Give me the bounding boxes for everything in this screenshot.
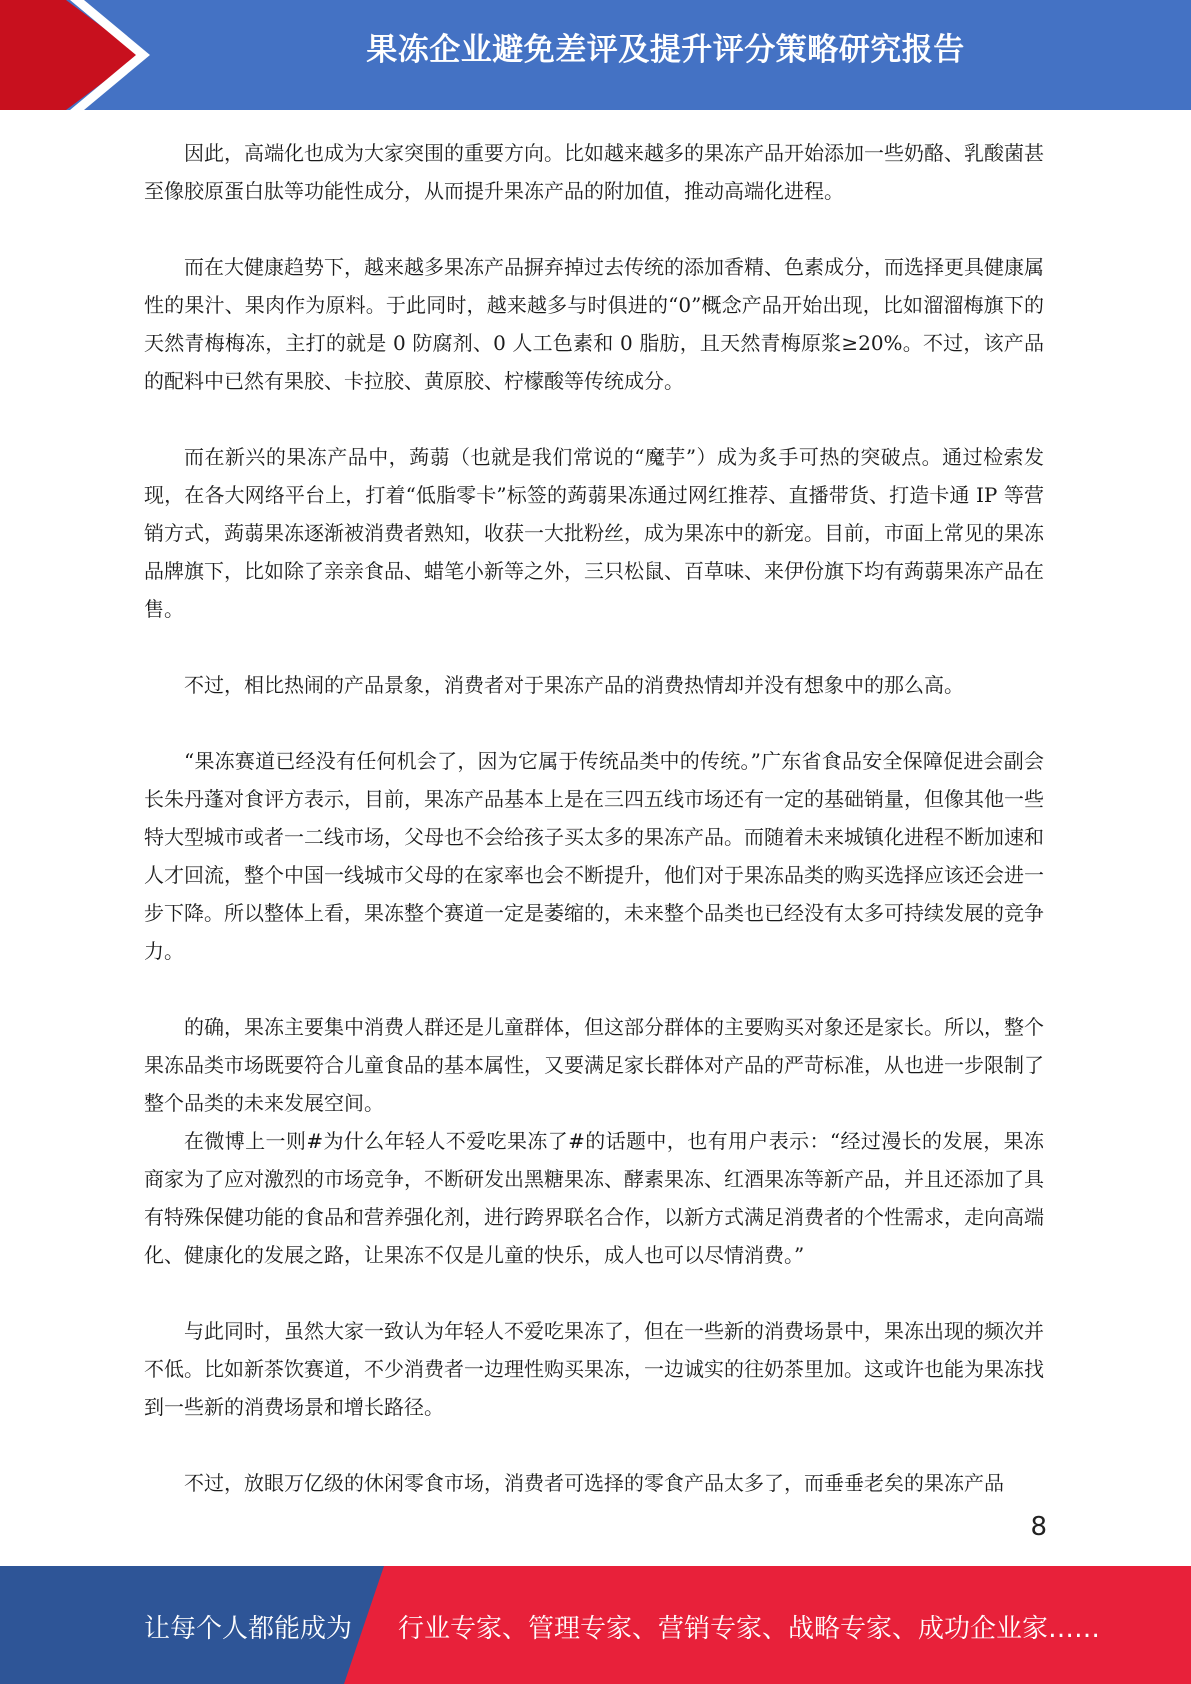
article-body — [144, 134, 1044, 1502]
header-arrow-decoration — [0, 0, 160, 110]
paragraph-6: 的确，果冻主要集中消费人群还是儿童群体，但这部分群体的主要购买对象还是家长。所以，整个果冻品类市场既要符合儿童食品的基本属性，又要满足家长群体对产品的严苛标准，从也进一步限制了整个品类的未来发展空间。 — [144, 1015, 1044, 1115]
paragraph-7: 在微博上一则#为什么年轻人不爱吃果冻了#的话题中，也有用户表示：“经过漫长的发展，果冻商家为了应对激烈的市场竞争，不断研发出黑糖果冻、酵素果冻、红酒果冻等新产品，并且还添加了具有特殊保健功能的食品和营养强化剂，进行跨界联名合作，以新方式满足消费者的个性需求，走向高端化、健康化的发展之路，让果冻不仅是儿童的快乐，成人也可以尽情消费。” — [144, 1129, 1044, 1267]
paragraph-3: 而在新兴的果冻产品中，蒟蒻（也就是我们常说的“魔芋”）成为炙手可热的突破点。通过检索发现，在各大网络平台上，打着“低脂零卡”标签的蒟蒻果冻通过网红推荐、直播带货、打造卡通 IP 等营销方式，蒟蒻果冻逐渐被消费者熟知，收获一大批粉丝，成为果冻中的新宠。目前，市面上常见的果冻品牌旗下，比如除了亲亲食品、蜡笔小新等之外，三只松鼠、百草味、来伊份旗下均有蒟蒻果冻产品在售。 — [144, 445, 1044, 621]
footer-slogan-left: 让每个人都能成为 — [144, 1614, 353, 1644]
page-number: 8 — [1030, 1512, 1047, 1542]
footer-slogan-right: 行业专家、管理专家、营销专家、战略专家、成功企业家…… — [398, 1614, 1101, 1644]
paragraph-8: 与此同时，虽然大家一致认为年轻人不爱吃果冻了，但在一些新的消费场景中，果冻出现的频次并不低。比如新茶饮赛道，不少消费者一边理性购买果冻，一边诚实的往奶茶里加。这或许也能为果冻找到一些新的消费场景和增长路径。 — [144, 1319, 1044, 1419]
paragraph-4: 不过，相比热闹的产品景象，消费者对于果冻产品的消费热情却并没有想象中的那么高。 — [184, 673, 964, 697]
report-title: 果冻企业避免差评及提升评分策略研究报告 — [366, 32, 965, 68]
page-header — [0, 0, 1191, 110]
paragraph-1: 因此，高端化也成为大家突围的重要方向。比如越来越多的果冻产品开始添加一些奶酪、乳酸菌甚至像胶原蛋白肽等功能性成分，从而提升果冻产品的附加值，推动高端化进程。 — [144, 141, 1044, 203]
paragraph-5: “果冻赛道已经没有任何机会了，因为它属于传统品类中的传统。”广东省食品安全保障促进会副会长朱丹蓬对食评方表示，目前，果冻产品基本上是在三四五线市场还有一定的基础销量，但像其他一些特大型城市或者一二线市场，父母也不会给孩子买太多的果冻产品。而随着未来城镇化进程不断加速和人才回流，整个中国一线城市父母的在家率也会不断提升，他们对于果冻品类的购买选择应该还会进一步下降。所以整体上看，果冻整个赛道一定是萎缩的，未来整个品类也已经没有太多可持续发展的竞争力。 — [144, 749, 1044, 963]
paragraph-9: 不过，放眼万亿级的休闲零食市场，消费者可选择的零食产品太多了，而垂垂老矣的果冻产品 — [184, 1471, 1004, 1495]
page-footer — [0, 1566, 1191, 1684]
paragraph-2: 而在大健康趋势下，越来越多果冻产品摒弃掉过去传统的添加香精、色素成分，而选择更具健康属性的果汁、果肉作为原料。于此同时，越来越多与时俱进的“0”概念产品开始出现，比如溜溜梅旗下的天然青梅梅冻，主打的就是 0 防腐剂、0 人工色素和 0 脂肪，且天然青梅原浆≥20%。不过，该产品的配料中已然有果胶、卡拉胶、黄原胶、柠檬酸等传统成分。 — [144, 255, 1044, 393]
